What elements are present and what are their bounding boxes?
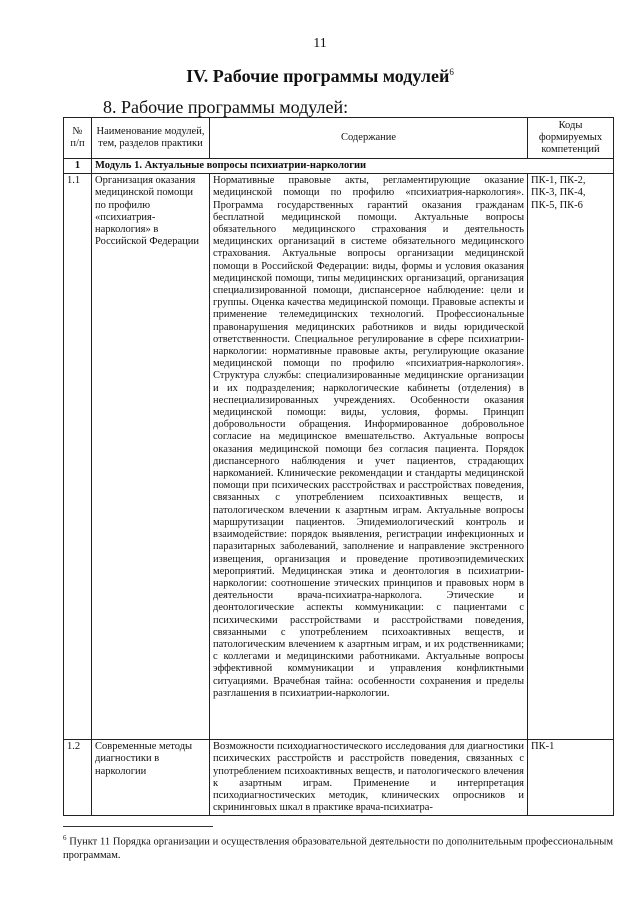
topic-content: Возможности психодиагностического исследования для диагностики психических расстройств и расстройств поведения, связанных с употреблением психоактивных веществ, и патологического влечения к азартным играм. Применение и интерпретация психодиагностических методик, клинических опросников и скрининговых шкал в практике врача-психиатра- bbox=[210, 740, 528, 816]
header-number: № п/п bbox=[64, 118, 92, 159]
table-row bbox=[64, 740, 614, 816]
row-number: 1.1 bbox=[64, 174, 92, 740]
footnote-divider bbox=[63, 826, 213, 827]
module-number: 1 bbox=[64, 159, 92, 174]
row-number: 1.2 bbox=[64, 740, 92, 816]
topic-content: Нормативные правовые акты, регламентирующие оказание медицинской помощи по профилю «психиатрия-наркология». Программа государственных гарантий оказания гражданам бесплатной медицинской помощи. Актуальные вопросы обязательного медицинского страхования и деятельность медицинских организаций в системе обязательного медицинского страхования. Актуальные вопросы организации медицинской помощи в Российской Федерации: виды, формы и условия оказания медицинской помощи, типы медицинских организаций, организация специализированной помощи, диспансерное наблюдение: цели и группы. Оценка качества медицинской помощи. Правовые аспекты и применение телемедицинских технологий. Профессиональные правонарушения медицинских работников и виды юридической ответственности. Специальное регулирование в сфере психиатрии-наркологии: нормативные правовые акты, регулирующие оказание медицинской помощи по профилю «психиатрия-наркология». Структура службы: специализированные медицинские организации и их подразделения; наркологические кабинеты (отделения) в неспециализированных учреждениях. Особенности оказания медицинской помощи: виды, условия, формы. Принцип добровольности обращения. Информированное добровольное согласие на медицинское вмешательство. Актуальные вопросы оказания медицинской помощи без согласия пациента. Порядок диспансерного наблюдения и учет пациентов, страдающих наркоманией. Клинические рекомендации и стандарты медицинской помощи при психических расстройствах и расстройствах поведения, связанных с употреблением психоактивных веществ, и патологическом влечении к азартным играм. Актуальные вопросы маршрутизации пациентов. Эпидемиологический контроль и взаимодействие: порядок выявления, регистрации инфекционных и паразитарных заболеваний, заполнение и направление экстренного извещения, организация и проведение противоэпидемических мероприятий. Медицинская этика и деонтология в психиатрии-наркологии: соотношение этических принципов и правовых норм в деятельности врача-психиатра-нарколога. Этические и деонтологические аспекты коммуникации: с пациентами с психическими расстройствами и расстройствами поведения, связанными с употреблением психоактивных веществ, и патологическим влечением к азартным играм, и их родственниками; с коллегами и медицинскими работниками. Актуальные вопросы эффективной коммуникации и управления конфликтными ситуациями. Врачебная тайна: особенности сохранения и пределы разглашения в психиатрии-наркологии. bbox=[210, 174, 528, 740]
topic-name: Организация оказания медицинской помощи по профилю «психиатрия-наркология» в Российской Федерации bbox=[92, 174, 210, 740]
table-header-row bbox=[64, 118, 614, 159]
footnote-text: Пункт 11 Порядка организации и осуществления образовательной деятельности по дополнительным профессиональным программам. bbox=[63, 836, 614, 861]
footnote bbox=[63, 832, 613, 862]
table-row bbox=[64, 174, 614, 740]
section-heading: 8. Рабочие программы модулей: bbox=[103, 97, 349, 117]
competency-codes: ПК-1, ПК-2, ПК-3, ПК-4, ПК-5, ПК-6 bbox=[528, 174, 614, 740]
footnote-reference: 6 bbox=[449, 67, 454, 77]
module-title: Модуль 1. Актуальные вопросы психиатрии-наркологии bbox=[92, 159, 614, 174]
header-content: Содержание bbox=[210, 118, 528, 159]
header-competency-codes: Коды формируемых компетенций bbox=[528, 118, 614, 159]
competency-codes: ПК-1 bbox=[528, 740, 614, 816]
topic-name: Современные методы диагностики в наркологии bbox=[92, 740, 210, 816]
page-title-text: IV. Рабочие программы модулей bbox=[186, 66, 450, 86]
footnote-mark: 6 bbox=[63, 834, 67, 842]
page-number: 11 bbox=[313, 36, 327, 51]
module-row bbox=[64, 159, 614, 174]
header-module-name: Наименование модулей, тем, разделов практики bbox=[92, 118, 210, 159]
modules-table bbox=[63, 117, 614, 816]
page-title bbox=[0, 66, 640, 87]
